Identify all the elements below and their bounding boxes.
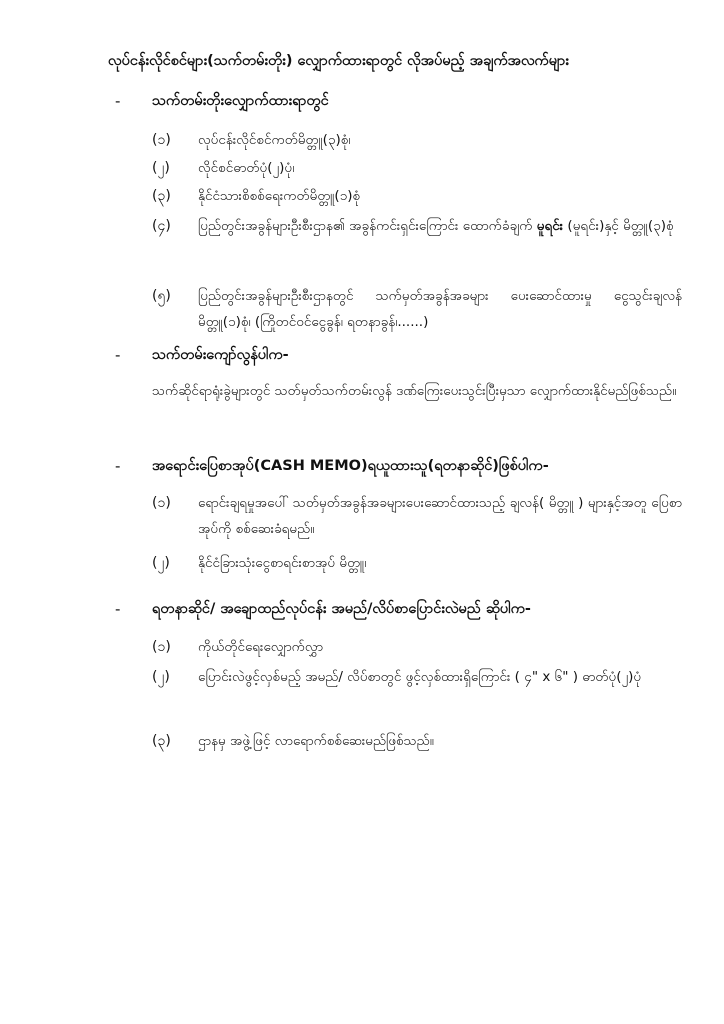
item-text: နိုင်ငံသားစိစစ်ရေးကတ်မိတ္တူ(၁)စုံ [198, 188, 361, 204]
item-text-part: ပြည်တွင်းအခွန်များဦးစီးဌာန၏ အခွန်ကင်းရှင်းကြောင်း ထောက်ခံချက် [198, 218, 533, 234]
item-number: (၃) [152, 733, 171, 749]
item-text: ကိုယ်တိုင်ရေးလျှောက်လွှာ [198, 639, 324, 655]
item-number: (၂) [152, 160, 170, 176]
item-text [198, 213, 682, 239]
item-number: (၄) [152, 218, 171, 234]
item-text-part: (မူရင်း)နှင့် မိတ္တူ(၃)စုံ [567, 218, 674, 234]
item-text: လုပ်ငန်းလိုင်စင်ကတ်မိတ္တူ(၃)စုံ၊ [198, 132, 351, 148]
section-heading: သက်တမ်းတိုးလျှောက်ထားရာတွင် [152, 93, 329, 109]
item-number: (၅) [152, 288, 171, 304]
document-title: လုပ်ငန်းလိုင်စင်များ(သက်တမ်းတိုး) လျှောက်ထားရာတွင် လိုအပ်မည့် အချက်အလက်များ [108, 53, 569, 69]
item-number: (၂) [152, 669, 170, 685]
item-text: ဌာနမှ အဖွဲ့ဖြင့် လာရောက်စစ်ဆေးမည်ဖြစ်သည်။ [198, 733, 434, 749]
item-number: (၁) [152, 495, 171, 511]
item-text-bold: မူရင်း [536, 218, 564, 234]
item-number: (၁) [152, 639, 171, 655]
bullet-dash: - [115, 92, 121, 110]
item-number: (၂) [152, 555, 170, 571]
bullet-dash: - [115, 457, 121, 475]
bullet-dash: - [115, 600, 121, 618]
item-text: ပြောင်းလဲဖွင့်လှစ်မည့် အမည်/ လိပ်စာတွင် ဖွင့်လှစ်ထားရှိကြောင်း ( ၄" x ၆" ) ဓာတ်ပုံ(၂)ပုံ [198, 669, 642, 685]
item-number: (၁) [152, 132, 171, 148]
section-paragraph: သက်ဆိုင်ရာရုံးခွဲများတွင် သတ်မှတ်သက်တမ်းလွန် ဒဏ်ကြေးပေးသွင်းပြီးမှသာ လျှောက်ထားနိုင်မည်ဖြစ်သည်။ [152, 383, 677, 399]
item-text: လိုင်စင်ဓာတ်ပုံ(၂)ပုံ၊ [198, 160, 295, 176]
item-text: ရောင်းချရမှုအပေါ် သတ်မှတ်အခွန်အခများပေးဆောင်ထားသည့် ချလန်( မိတ္တူ ) များနှင့်အတူ ပြေစာအုပ်ကို စစ်ဆေးခံရမည်။ [198, 495, 682, 537]
section-heading: အရောင်းပြေစာအုပ်(CASH MEMO)ရယူထားသူ(ရတနာဆိုင်)ဖြစ်ပါက- [152, 458, 549, 474]
section-heading: သက်တမ်းကျော်လွန်ပါက- [152, 347, 289, 363]
bullet-dash: - [115, 346, 121, 364]
section-heading: ရတနာဆိုင်/ အချောထည်လုပ်ငန်း အမည်/လိပ်စာပြောင်းလဲမည် ဆိုပါက- [152, 601, 531, 617]
item-text: နိုင်ငံခြားသုံးငွေစာရင်းစာအုပ် မိတ္တူ၊ [198, 555, 367, 571]
item-number: (၃) [152, 188, 171, 204]
item-text: ပြည်တွင်းအခွန်များဦးစီးဌာနတွင် သက်မှတ်အခွန်အခများ ပေးဆောင်ထားမှု ငွေသွင်းချလန် မိတ္တူ(၁)စုံ၊ (ကြိုတင်ဝင်ငွေခွန်၊ ရတနာခွန်၊......) [198, 288, 682, 330]
